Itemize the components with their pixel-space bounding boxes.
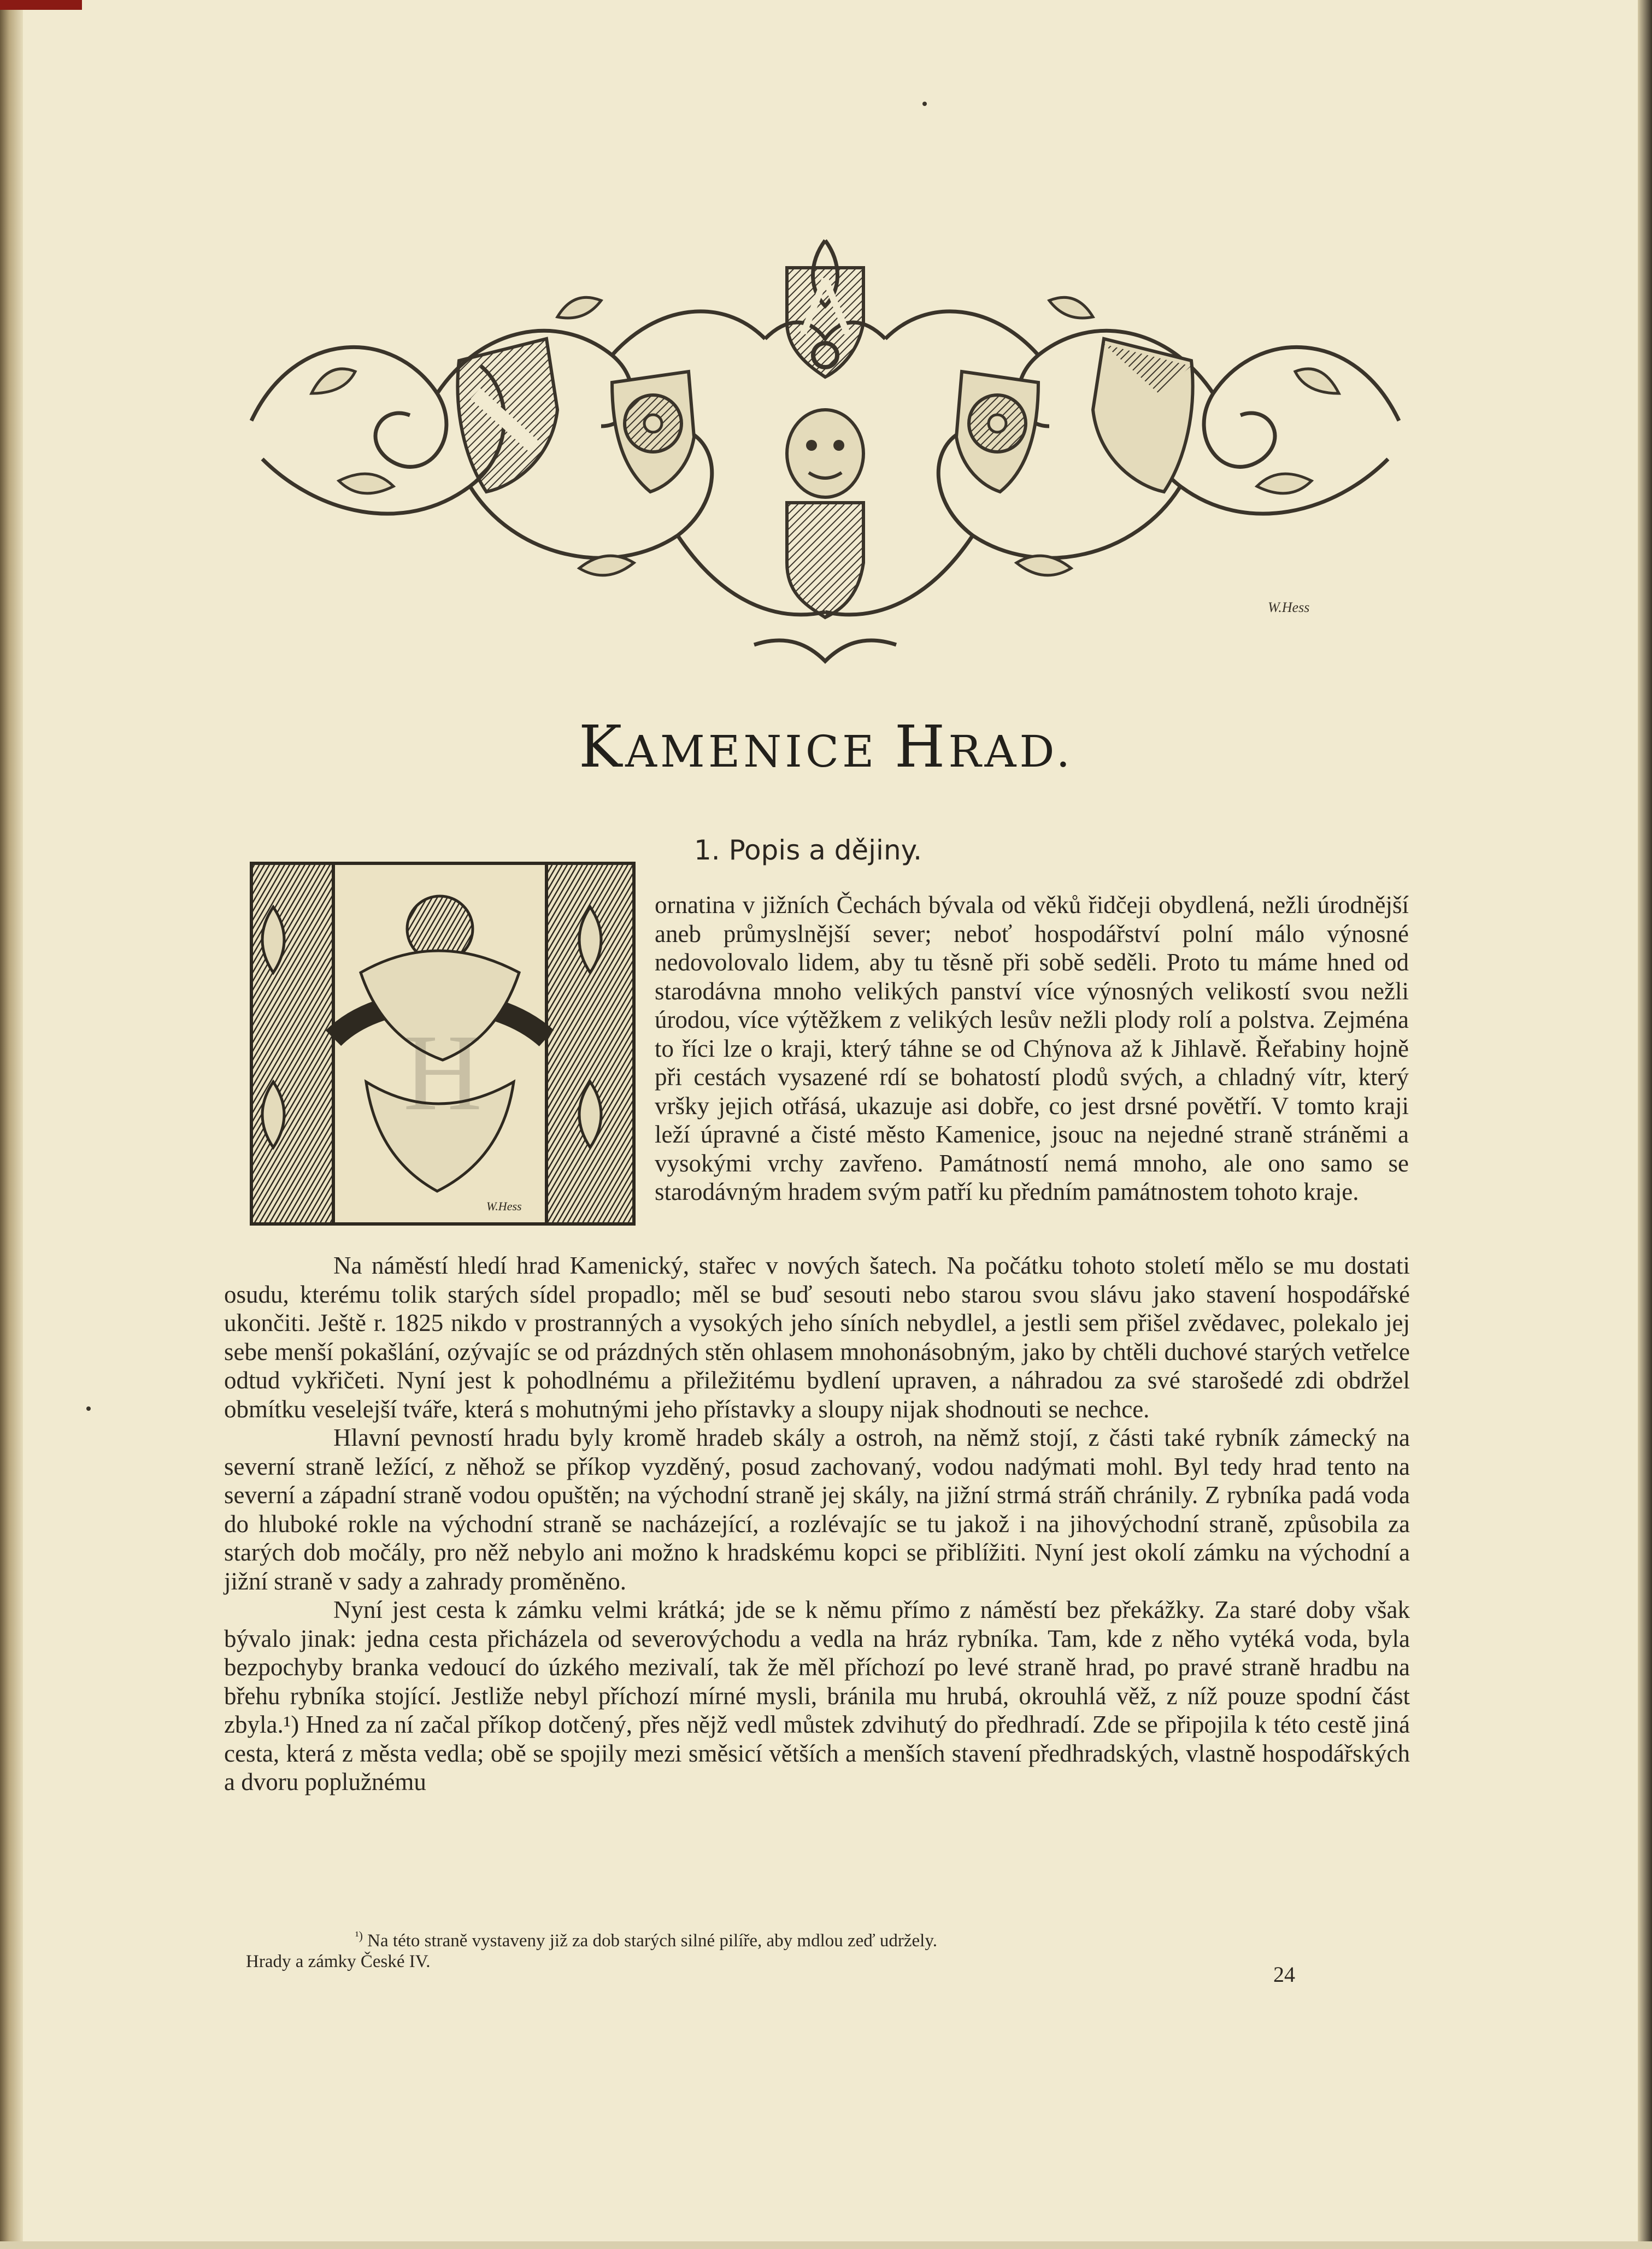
page-title: KAMENICE HRAD. (578, 713, 1074, 780)
footnote (355, 1929, 1394, 1951)
ink-speck (922, 102, 927, 106)
body-text (224, 1251, 1410, 1797)
binding-ribbon (0, 0, 82, 10)
ink-speck (86, 1406, 91, 1411)
page-number: 24 (1273, 1962, 1295, 1987)
footnote-text: Na této straně vystaveny již za dob starých silné pilíře, aby mdlou zeď udržely. (367, 1931, 937, 1951)
initial-signature: W.Hess (486, 1199, 522, 1213)
acanthus-scroll-icon (251, 347, 446, 467)
page-edge (1638, 0, 1652, 2249)
ornament-signature: W.Hess (1268, 599, 1310, 615)
page-bottom-edge (0, 2241, 1652, 2249)
body-paragraph: Nyní jest cesta k zámku velmi krátká; jde se k němu přímo z náměstí bez překážky. Za staré doby však bývalo jinak: jedna cesta přicházela od severovýchodu a vedla na hráz rybníka. Tam, kde z něho vytéká voda, byla bezpochyby branka vedoucí do úzkého mezivalí, tak že měl příchozí po levé straně hrad, po pravé straně hradbu na břehu rybníka stojící. Jestliže nebyl příchozí mírné mysli, bránila mu hrubá, okrouhlá věž, z níž pouze spodní část zbyla.¹) Hned za ní začal příkop dotčený, přes nějž vedl můstek zdvihutý do předhradí. Zde se připojila k této cestě jiná cesta, která z města vedla; obě se spojily mezi směsicí větších a menších stavení předhradských, vlastně hospodářských a dvoru poplužnému (224, 1596, 1410, 1795)
rose-icon (612, 372, 694, 492)
series-title: Hrady a zámky České IV. (246, 1952, 431, 1971)
heraldic-shield-icon (787, 503, 863, 617)
initial-letter: H (403, 1012, 483, 1133)
opening-paragraph (655, 891, 1409, 1206)
rose-icon (956, 372, 1038, 492)
binding-edge (0, 0, 23, 2249)
section-heading: 1. Popis a dějiny. (694, 834, 922, 866)
crest-icon (787, 268, 863, 377)
footnote-mark: ¹) (355, 1929, 363, 1942)
headpiece-ornament (230, 229, 1421, 667)
acanthus-scroll-icon (1204, 347, 1399, 467)
opening-paragraph-text: ornatina v jižních Čechách bývala od věků řidčeji obydlená, nežli úrodnější aneb průmyslnější sever; neboť hospodářství polní málo výnosné nedovolovalo lidem, aby tu těsně při sobě seděli. Proto tu máme hned od starodávna mnoho velikých panství více výnosných velikostí svou nežli úrodou, více výtěžkem z velikých lesův nežli plody rolí a polstva. Zejména to říci lze o kraji, který táhne se od Chýnova až k Jihlavě. Řeřabiny hojně při cestách vysazené rdí se bohatostí plodů svých, a chladný vítr, který vršky jejich otřásá, ukazuje asi dobře, co jest drsné povětří. V tomto kraji leží úpravné a čisté město Kamenice, jsouc na nejedné straně stráněmi a vysokými vrchy zavřeno. Památností nemá mnoho, ale ono samo se starodávným hradem svým patří ku předním památnostem tohoto kraje. (655, 891, 1409, 1205)
body-paragraph: Hlavní pevností hradu byly kromě hradeb skály a ostroh, na němž stojí, z části také rybník zámecký na severní straně ležící, z něhož se příkop vyzděný, posud zachovaný, vodou nadýmati mohl. Byl tedy hrad tento na severní a západní straně vodou opuštěn; na východní straně jej skály, na jižní strmá stráň chránily. Z rybníka padá voda do hluboké rokle na východní straně se nacházející, a rozlévajíc se tu jakož i na jihovýchodní straně, způsobila za starých dob močály, pro něž nebylo ani možno k hradskému kopci se přiblížiti. Nyní jest okolí zámku na východní a jižní straně v sady a zahrady proměněno. (224, 1424, 1410, 1595)
body-paragraph: Na náměstí hledí hrad Kamenický, stařec v nových šatech. Na počátku tohoto století mělo se mu dostati osudu, kterému tolik starých sídel propadlo; měl se buď sesouti nebo starou svou slávu jako stavení hospodářské ukončiti. Ještě r. 1825 nikdo v prostranných a vysokých jeho síních nebydlel, a jestli sem přišel zvědavec, polekalo jej sebe menší pokašlání, ozývajíc se od prázdných stěn ohlasem mnohonásobným, jako by chtěli duchové starých vetřelce odtud vykřičeti. Nyní jest k pohodlnému a přiležitému bydlení upraven, a náhradou za své starošedé zdi obdržel obmítku veselejší tváře, která s mohutnými jeho přístavky a sloupy nijak shodnouti se nechce. (224, 1252, 1410, 1423)
illuminated-initial (240, 852, 645, 1235)
lion-mask-icon (787, 410, 863, 497)
